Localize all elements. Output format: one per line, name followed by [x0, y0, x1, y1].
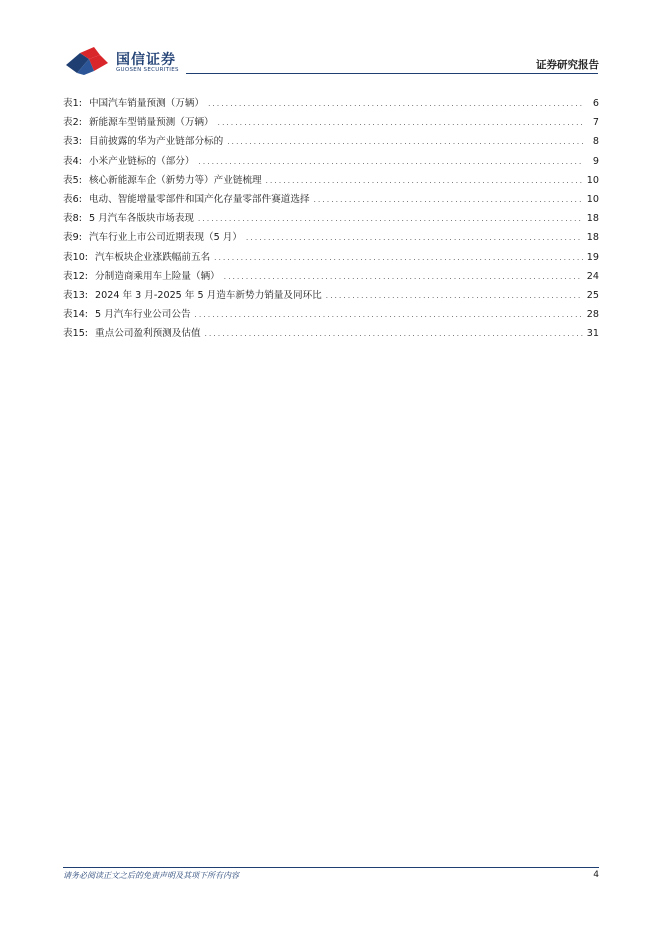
toc-entry-number: 表10:	[63, 251, 89, 263]
toc-entry-page: 7	[592, 117, 599, 129]
toc-entry-number: 表6:	[63, 193, 82, 205]
toc-entry-page: 18	[586, 213, 599, 225]
toc-entry-title: 小米产业链标的（部分）	[88, 155, 195, 167]
toc-dot-leader	[205, 325, 583, 344]
toc-entry[interactable]	[63, 132, 599, 151]
header-divider	[186, 73, 598, 74]
toc-entry-page: 10	[586, 174, 599, 186]
footer-divider	[63, 867, 599, 868]
toc-dot-leader	[227, 133, 583, 152]
toc-dot-leader	[214, 249, 583, 268]
toc-entry-title: 新能源车型销量预测（万辆）	[88, 117, 214, 129]
toc-entry-number: 表9:	[63, 232, 82, 244]
toc-dot-leader	[266, 172, 583, 191]
toc-entry-title: 汽车行业上市公司近期表现（5 月）	[88, 232, 242, 244]
toc-entry-number: 表4:	[63, 155, 82, 167]
toc-entry-title: 重点公司盈利预测及估值	[95, 328, 201, 340]
toc-dot-leader	[326, 287, 583, 306]
toc-dot-leader	[208, 95, 583, 114]
toc-entry-number: 表1:	[63, 98, 82, 109]
toc-entry-page: 8	[592, 136, 599, 148]
toc-entry-page: 24	[586, 270, 599, 282]
table-of-tables	[63, 94, 599, 343]
logo-chinese-name: 国信证券	[116, 52, 176, 68]
toc-entry-title: 5 月汽车各版块市场表现	[88, 213, 195, 225]
toc-entry[interactable]	[63, 209, 599, 228]
toc-entry-page: 18	[586, 232, 599, 244]
toc-entry[interactable]	[63, 267, 599, 286]
toc-entry-number: 表14:	[63, 309, 89, 321]
toc-entry-number: 表13:	[63, 289, 89, 301]
toc-entry-number: 表3:	[63, 136, 82, 148]
toc-entry-title: 2024 年 3 月-2025 年 5 月造车新势力销量及同环比	[95, 289, 322, 301]
page-number: 4	[593, 870, 599, 880]
report-type-label: 证券研究报告	[536, 59, 599, 71]
toc-entry[interactable]	[63, 248, 599, 267]
toc-entry[interactable]	[63, 324, 599, 343]
toc-entry-page: 6	[592, 98, 599, 109]
toc-entry-page: 31	[586, 328, 599, 340]
toc-dot-leader	[224, 268, 583, 287]
toc-dot-leader	[314, 191, 583, 210]
logo-english-name: GUOSEN SECURITIES	[116, 67, 179, 73]
toc-dot-leader	[246, 229, 583, 248]
toc-entry-number: 表12:	[63, 270, 89, 282]
toc-entry-title: 核心新能源车企（新势力等）产业链梳理	[88, 174, 262, 186]
toc-entry-title: 中国汽车销量预测（万辆）	[88, 98, 205, 109]
toc-dot-leader	[198, 210, 583, 229]
guosen-logo-icon	[64, 45, 114, 77]
toc-entry-number: 表15:	[63, 328, 89, 340]
toc-entry-page: 25	[586, 289, 599, 301]
toc-entry[interactable]	[63, 305, 599, 324]
toc-dot-leader	[218, 114, 583, 133]
toc-entry-page: 19	[586, 251, 599, 263]
toc-entry[interactable]	[63, 286, 599, 305]
toc-dot-leader	[198, 153, 583, 172]
toc-dot-leader	[195, 306, 583, 325]
toc-entry-page: 10	[586, 193, 599, 205]
toc-entry-page: 28	[586, 309, 599, 321]
guosen-logo	[64, 45, 184, 77]
toc-entry[interactable]	[63, 113, 599, 132]
footer-disclaimer: 请务必阅读正文之后的免责声明及其项下所有内容	[63, 871, 239, 880]
page-header	[0, 0, 662, 80]
toc-entry-title: 目前披露的华为产业链部分标的	[88, 136, 224, 148]
toc-entry[interactable]	[63, 152, 599, 171]
toc-entry-title: 分制造商乘用车上险量（辆）	[95, 270, 220, 282]
toc-entry-title: 电动、智能增量零部件和国产化存量零部件赛道选择	[88, 193, 310, 205]
toc-entry-number: 表8:	[63, 213, 82, 225]
toc-entry[interactable]	[63, 94, 599, 113]
toc-entry[interactable]	[63, 190, 599, 209]
toc-entry[interactable]	[63, 171, 599, 190]
toc-entry-title: 5 月汽车行业公司公告	[95, 309, 191, 321]
toc-entry-page: 9	[592, 155, 599, 167]
toc-entry-title: 汽车板块企业涨跌幅前五名	[95, 251, 211, 263]
toc-entry[interactable]	[63, 228, 599, 247]
toc-entry-number: 表5:	[63, 174, 82, 186]
toc-entry-number: 表2:	[63, 117, 82, 129]
